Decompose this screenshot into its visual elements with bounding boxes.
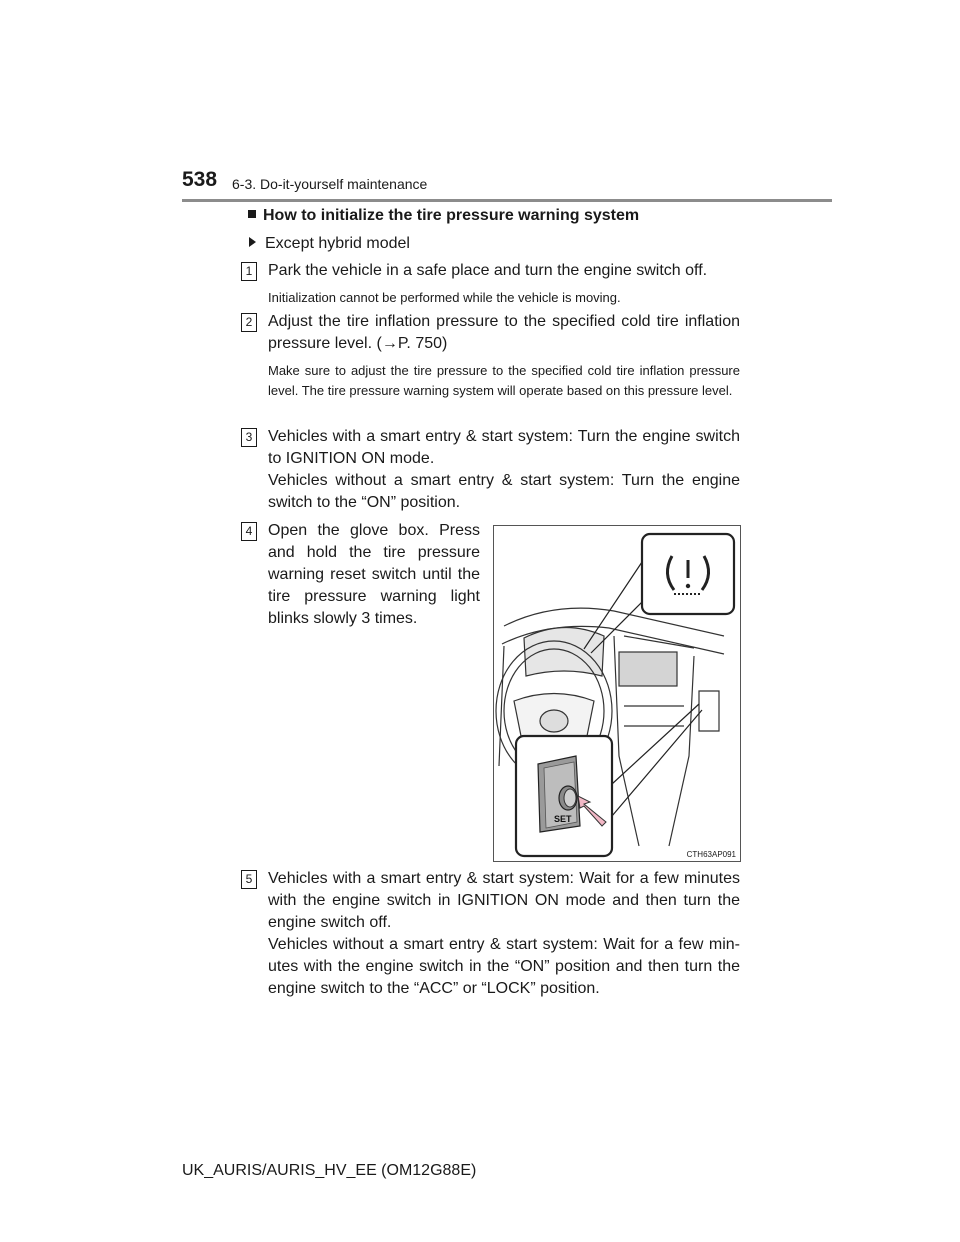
step-1-note: Initialization cannot be performed while the vehicle is moving.: [268, 290, 621, 305]
section-title: 6-3. Do-it-yourself maintenance: [232, 176, 428, 192]
set-label: SET: [554, 814, 572, 824]
step-5-text: Vehicles with a smart entry & start system: Wait for a few minutes with the engine switch in IGNITION ON mode and then turn the engine switch off.: [268, 870, 740, 931]
page-number: 538: [182, 168, 218, 191]
subheading: [249, 235, 410, 253]
section-heading: [248, 207, 639, 225]
dashboard-drawing: [494, 526, 741, 862]
footer-doc-code: UK_AURIS/AURIS_HV_EE (OM12G88E): [182, 1162, 477, 1179]
figure-code: CTH63AP091: [686, 850, 736, 859]
step-4-number: 4: [241, 522, 257, 541]
step-1-text: Park the vehicle in a safe place and turn the engine switch off.: [268, 262, 708, 279]
step-2-text: Adjust the tire inflation pressure to the specified cold tire inflation pressure level. (→P. 750): [268, 313, 740, 352]
step-1-number: 1: [241, 262, 257, 281]
dashboard-illustration: [493, 525, 741, 862]
step-5-text-2: Vehicles without a smart entry & start system: Wait for a few min-utes with the engine switch in the “ON” position and then turn the engine switch to the “ACC” or “LOCK” position.: [268, 936, 740, 997]
triangle-bullet-icon: [249, 237, 256, 247]
subheading-text: Except hybrid model: [265, 235, 410, 252]
step-4-text: Open the glove box. Press and hold the tire pressure warning reset switch until the tire pressure warning light blinks slowly 3 times.: [268, 522, 480, 627]
step-2-note: Make sure to adjust the tire pressure to the specified cold tire inflation pressure level. The tire pressure warning system will operate based on this pressure level.: [268, 363, 740, 398]
step-3-text: Vehicles with a smart entry & start system: Turn the engine switch to IGNITION ON mode.: [268, 428, 740, 467]
square-bullet-icon: [248, 210, 256, 218]
step-3-text-2: Vehicles without a smart entry & start system: Turn the engine switch to the “ON” position.: [268, 472, 740, 511]
step-3-number: 3: [241, 428, 257, 447]
step-2-number: 2: [241, 313, 257, 332]
step-5-number: 5: [241, 870, 257, 889]
header-rule: [182, 199, 832, 202]
heading-text: How to initialize the tire pressure warning system: [263, 207, 640, 224]
